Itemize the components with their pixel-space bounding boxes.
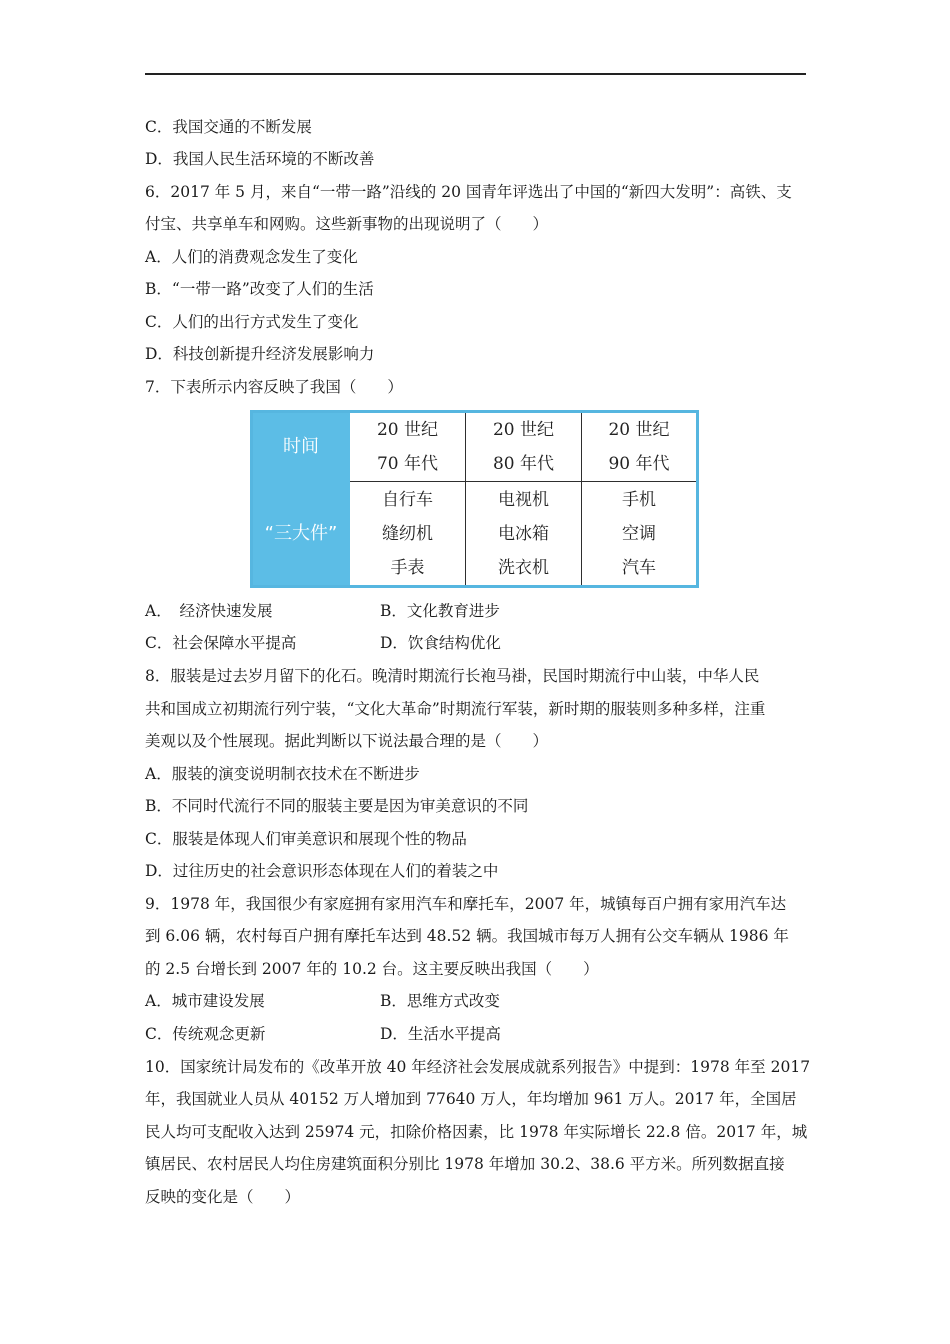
cell-text: 70 年代: [376, 454, 439, 474]
header-rule: [145, 73, 806, 75]
option-8b: B．不同时代流行不同的服装主要是因为审美意识的不同: [145, 797, 529, 815]
table-cell-90s-items: [582, 482, 698, 587]
cell-text: 20 世纪: [492, 420, 555, 440]
cell-text: 洗衣机: [498, 557, 549, 578]
option-6a: A．人们的消费观念发生了变化: [145, 248, 358, 266]
cell-text: 80 年代: [492, 454, 555, 474]
option-6b: B．“一带一路”改变了人们的生活: [145, 280, 374, 298]
option-5c: C．我国交通的不断发展: [145, 118, 312, 136]
question-8-stem-line2: 共和国成立初期流行列宁装，“文化大革命”时期流行军装，新时期的服装则多种多样，注重: [145, 700, 766, 718]
question-10-stem-line3: 民人均可支配收入达到 25974 元，扣除价格因素，比 1978 年实际增长 22.8 倍。2017 年，城: [145, 1123, 808, 1141]
option-7d: D．饮食结构优化: [380, 634, 501, 652]
question-10-stem-line5: 反映的变化是（ ）: [145, 1188, 301, 1206]
cell-text: 电视机: [498, 489, 549, 510]
table-header-time: 时间: [252, 412, 350, 482]
table-header-items: “三大件”: [252, 482, 350, 587]
cell-text: 20 世纪: [376, 420, 439, 440]
three-big-items-table: [250, 410, 699, 588]
table-cell-80s-items: [466, 482, 582, 587]
cell-text: 手机: [622, 489, 656, 510]
option-8a: A．服装的演变说明制衣技术在不断进步: [145, 765, 420, 783]
option-9b: B．思维方式改变: [380, 992, 500, 1010]
option-7b: B．文化教育进步: [380, 602, 500, 620]
table-cell-90s-time: [582, 412, 698, 482]
option-7c: C．社会保障水平提高: [145, 634, 297, 652]
cell-text: 20 世纪: [608, 420, 670, 440]
option-8c: C．服装是体现人们审美意识和展现个性的物品: [145, 830, 467, 848]
table-cell-70s-time: [350, 412, 466, 482]
option-9c: C．传统观念更新: [145, 1025, 266, 1043]
question-10-stem-line2: 年，我国就业人员从 40152 万人增加到 77640 万人，年均增加 961 万人。2017 年，全国居: [145, 1090, 797, 1108]
question-8-stem-line1: 8．服装是过去岁月留下的化石。晚清时期流行长袍马褂，民国时期流行中山装，中华人民: [145, 667, 760, 685]
question-6-stem-line1: 6．2017 年 5 月，来自“一带一路”沿线的 20 国青年评选出了中国的“新四大发明”：高铁、支: [145, 183, 792, 201]
question-9-stem-line1: 9．1978 年，我国很少有家庭拥有家用汽车和摩托车，2007 年，城镇每百户拥有家用汽车达: [145, 895, 787, 913]
question-9-stem-line2: 到 6.06 辆，农村每百户拥有摩托车达到 48.52 辆。我国城市每万人拥有公交车辆从 1986 年: [145, 927, 789, 945]
cell-text: 缝纫机: [382, 523, 433, 544]
option-9a: A．城市建设发展: [145, 992, 265, 1010]
option-5d: D．我国人民生活环境的不断改善: [145, 150, 375, 168]
question-10-stem-line4: 镇居民、农村居民人均住房建筑面积分别比 1978 年增加 30.2、38.6 平方米。所列数据直接: [145, 1155, 785, 1173]
option-6d: D．科技创新提升经济发展影响力: [145, 345, 375, 363]
question-7-stem: 7．下表所示内容反映了我国（ ）: [145, 378, 403, 396]
cell-text: 手表: [390, 557, 425, 578]
question-8-stem-line3: 美观以及个性展现。据此判断以下说法最合理的是（ ）: [145, 732, 549, 750]
option-7a: A． 经济快速发展: [145, 602, 273, 620]
option-8d: D．过往历史的社会意识形态体现在人们的着装之中: [145, 862, 499, 880]
question-10-stem-line1: 10．国家统计局发布的《改革开放 40 年经济社会发展成就系列报告》中提到：1978 年至 2017: [145, 1058, 811, 1076]
question-9-stem-line3: 的 2.5 台增长到 2007 年的 10.2 台。这主要反映出我国（ ）: [145, 960, 599, 978]
table-cell-80s-time: [466, 412, 582, 482]
cell-text: 自行车: [382, 489, 433, 510]
question-6-stem-line2: 付宝、共享单车和网购。这些新事物的出现说明了（ ）: [145, 215, 549, 233]
cell-text: 汽车: [622, 557, 656, 578]
option-9d: D．生活水平提高: [380, 1025, 501, 1043]
cell-text: 90 年代: [608, 454, 670, 474]
option-6c: C．人们的出行方式发生了变化: [145, 313, 359, 331]
table-cell-70s-items: [350, 482, 466, 587]
cell-text: 电冰箱: [498, 523, 549, 544]
cell-text: 空调: [622, 523, 656, 544]
